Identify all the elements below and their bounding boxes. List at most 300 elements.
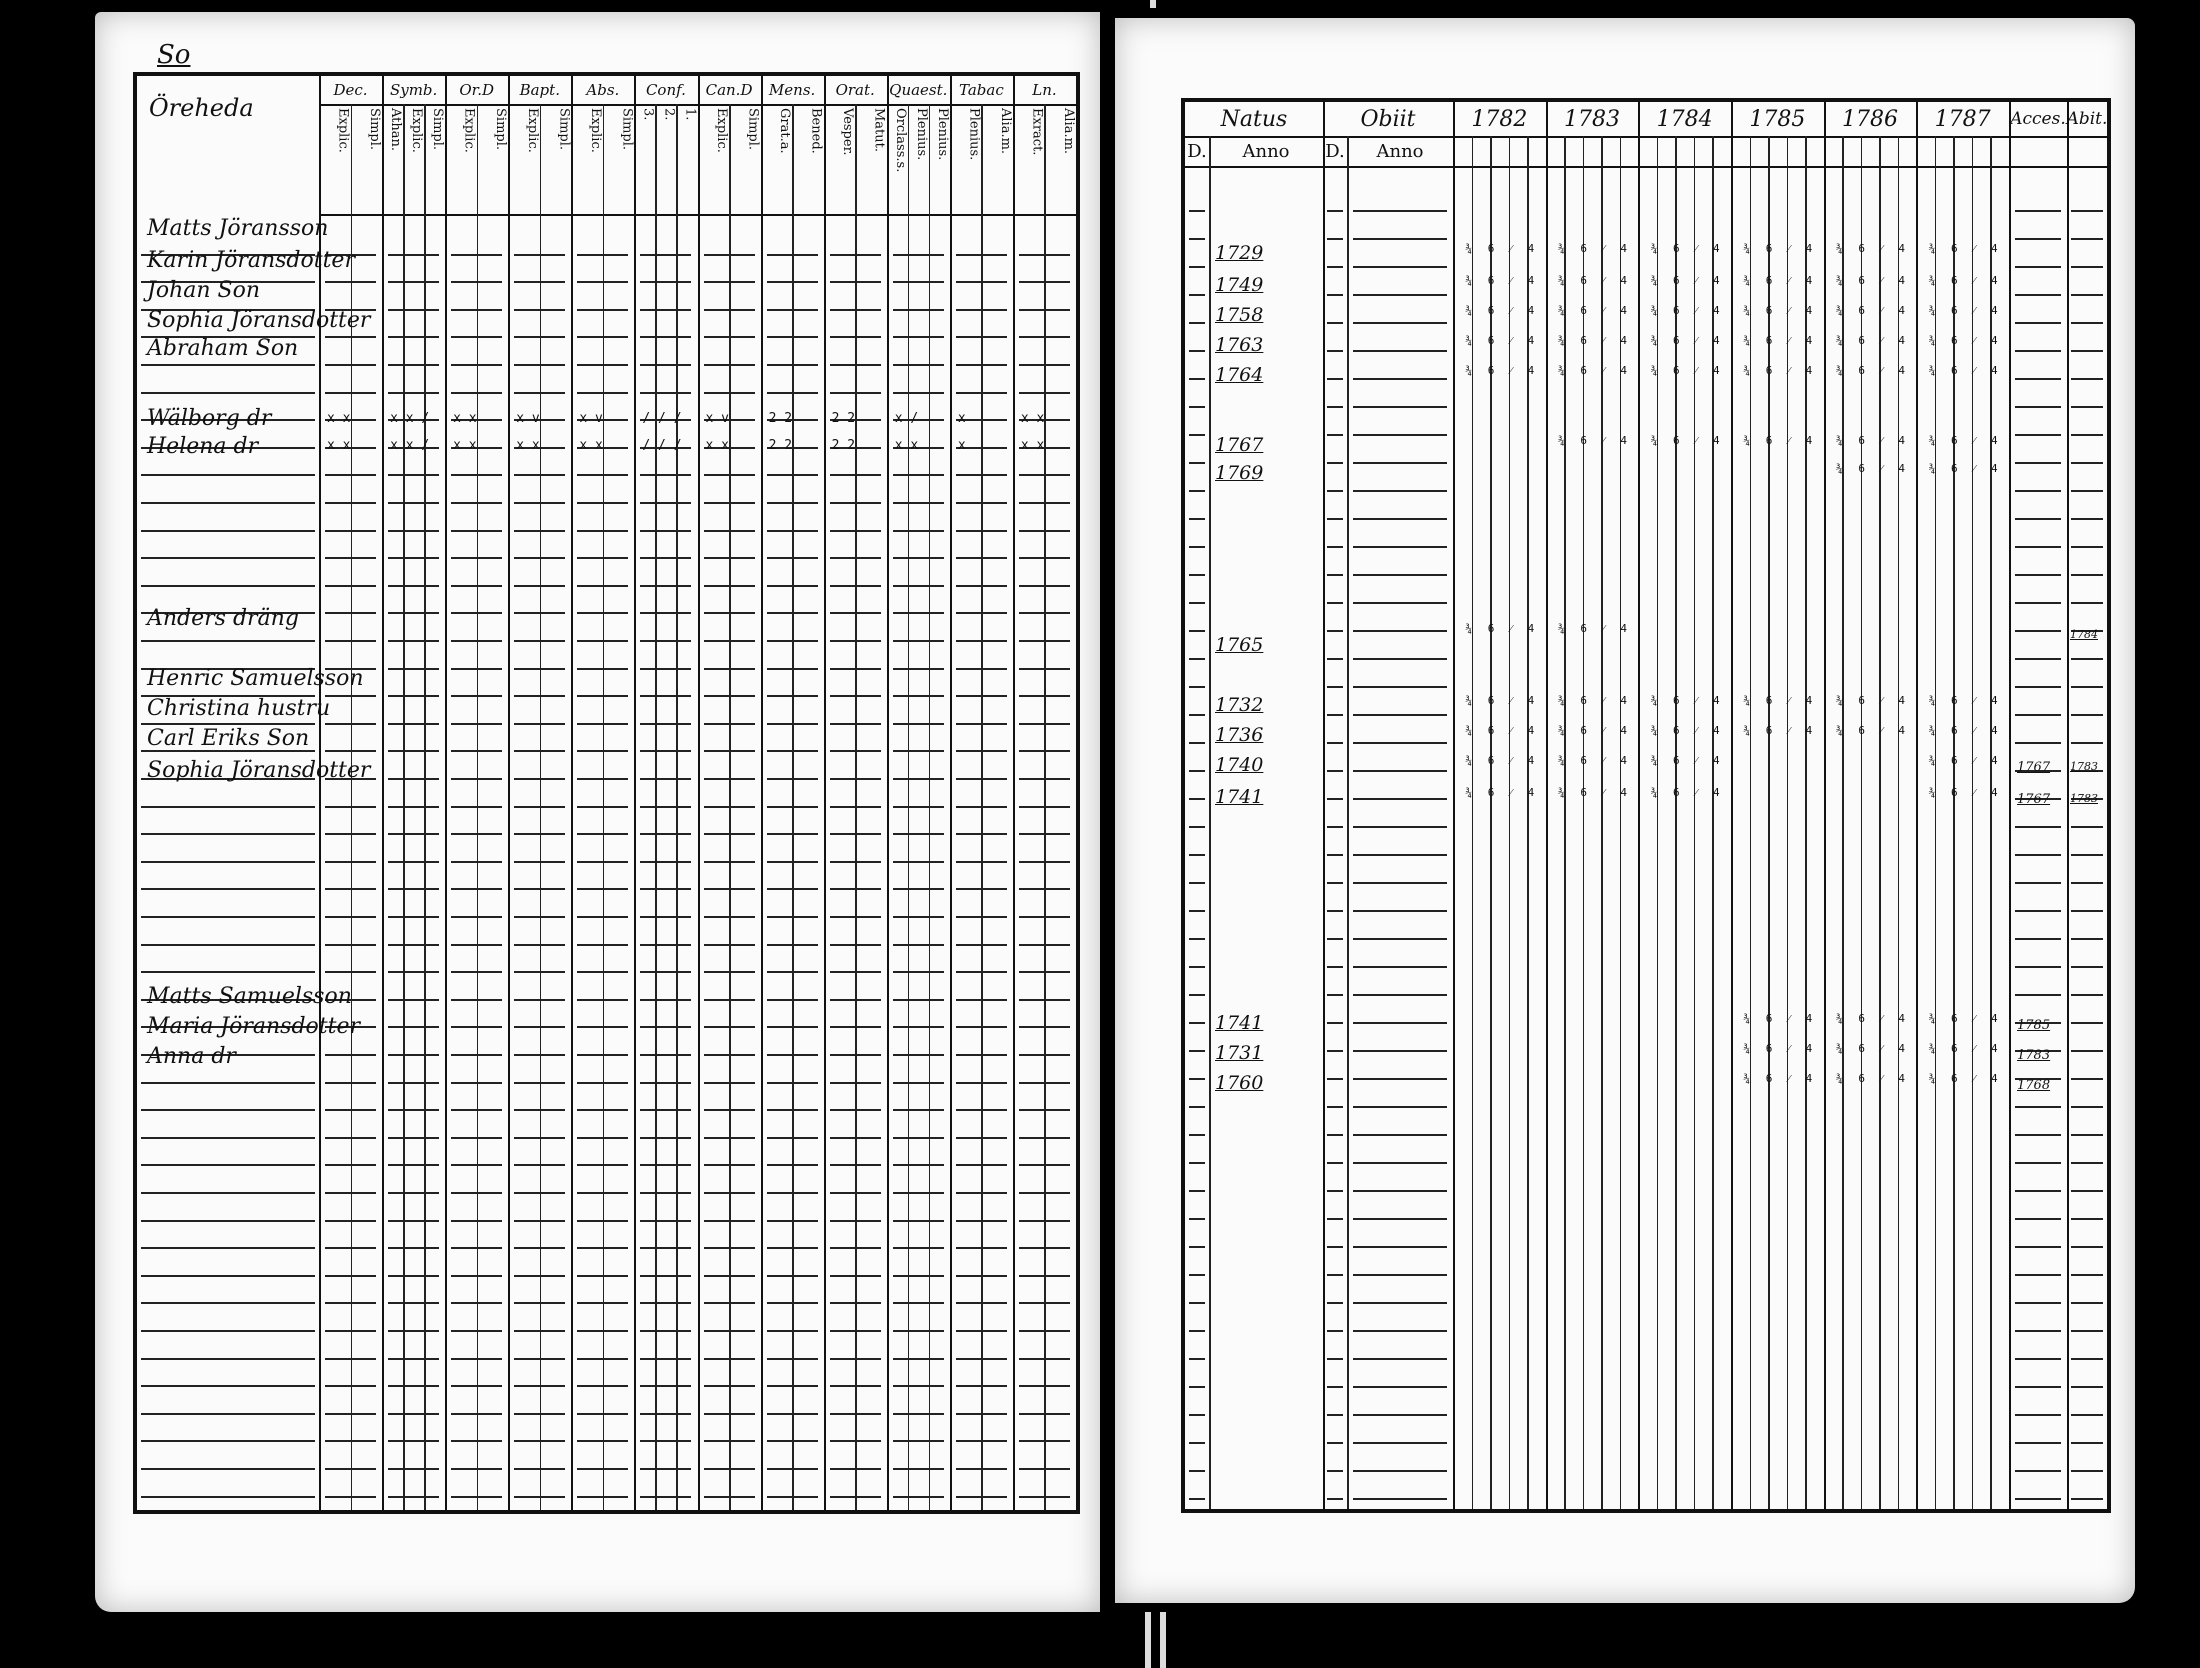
row-line: [141, 502, 315, 504]
row-line: [2015, 1414, 2061, 1416]
row-line: [830, 750, 881, 752]
row-line: [388, 336, 439, 338]
row-line: [640, 1275, 691, 1277]
row-line: [1327, 1442, 1343, 1444]
row-line: [325, 916, 376, 918]
row-line: [141, 1413, 315, 1415]
column-divider: [1323, 102, 1325, 1509]
row-line: [1019, 999, 1070, 1001]
row-line: [1353, 1358, 1447, 1360]
row-line: [830, 557, 881, 559]
row-line: [325, 392, 376, 394]
row-line: [893, 806, 944, 808]
row-line: [2071, 1246, 2103, 1248]
row-line: [767, 309, 818, 311]
row-line: [325, 585, 376, 587]
row-line: [388, 1385, 439, 1387]
birth-year: 1769: [1215, 462, 1264, 484]
row-line: [1189, 826, 1205, 828]
row-line: [830, 1385, 881, 1387]
row-line: [1189, 1442, 1205, 1444]
row-line: [2015, 1162, 2061, 1164]
row-line: [514, 888, 565, 890]
row-line: [388, 1302, 439, 1304]
row-line: [767, 778, 818, 780]
row-line: [2071, 1330, 2103, 1332]
row-line: [640, 1220, 691, 1222]
row-line: [2071, 1386, 2103, 1388]
row-line: [1019, 916, 1070, 918]
right-page: [1115, 18, 2135, 1603]
row-line: [767, 502, 818, 504]
name-column-divider: [319, 76, 321, 1510]
column-head: Quaest.: [889, 81, 948, 99]
row-line: [577, 1413, 628, 1415]
row-line: [767, 1468, 818, 1470]
row-line: [640, 668, 691, 670]
row-line: [2015, 574, 2061, 576]
row-line: [893, 640, 944, 642]
row-line: [767, 1192, 818, 1194]
row-line: [325, 474, 376, 476]
row-line: [2071, 1162, 2103, 1164]
exam-score-marks: ¾ 6 ⁄ 4: [1650, 274, 1719, 287]
row-line: [1189, 1358, 1205, 1360]
row-line: [325, 833, 376, 835]
exam-score-marks: ¾ 6 ⁄ 4: [1743, 242, 1812, 255]
row-line: [141, 1358, 315, 1360]
birth-year: 1765: [1215, 634, 1264, 656]
exam-score-marks: ¾ 6 ⁄ 4: [1743, 1012, 1812, 1025]
row-line: [830, 778, 881, 780]
row-line: [1189, 854, 1205, 856]
row-line: [388, 640, 439, 642]
test-mark: x x: [516, 438, 540, 453]
row-line: [325, 612, 376, 614]
year-header: 1784: [1656, 106, 1713, 132]
row-line: [577, 668, 628, 670]
row-line: [451, 1054, 502, 1056]
row-line: [830, 1164, 881, 1166]
row-line: [388, 1468, 439, 1470]
row-line: [514, 778, 565, 780]
exam-score-marks: ¾ 6 ⁄ 4: [1650, 364, 1719, 377]
row-line: [1019, 1220, 1070, 1222]
test-mark: 2 2: [831, 438, 856, 453]
row-line: [893, 1054, 944, 1056]
row-line: [514, 668, 565, 670]
left-header-label: Öreheda: [149, 94, 254, 122]
row-line: [1189, 574, 1205, 576]
row-line: [767, 640, 818, 642]
row-line: [640, 750, 691, 752]
row-line: [1353, 1330, 1447, 1332]
row-line: [830, 309, 881, 311]
test-mark: x x: [1020, 438, 1045, 453]
row-line: [956, 254, 1007, 256]
row-line: [2015, 1302, 2061, 1304]
exam-score-marks: ¾ 6 ⁄ 4: [1928, 694, 1997, 707]
row-line: [1019, 723, 1070, 725]
row-line: [577, 502, 628, 504]
row-line: [767, 1358, 818, 1360]
row-line: [2071, 966, 2103, 968]
exam-score-marks: ¾ 6 ⁄ 4: [1465, 242, 1534, 255]
row-line: [325, 806, 376, 808]
row-line: [1327, 266, 1343, 268]
row-line: [1019, 668, 1070, 670]
row-line: [893, 557, 944, 559]
row-line: [893, 502, 944, 504]
row-line: [640, 695, 691, 697]
row-line: [830, 1468, 881, 1470]
birth-year: 1731: [1215, 1042, 1264, 1064]
row-line: [893, 971, 944, 973]
row-line: [1019, 695, 1070, 697]
row-line: [1189, 518, 1205, 520]
row-line: [956, 1496, 1007, 1498]
row-line: [1189, 1330, 1205, 1332]
column-divider: [571, 76, 573, 1510]
row-line: [514, 1275, 565, 1277]
row-line: [451, 612, 502, 614]
exam-score-marks: ¾ 6 ⁄ 4: [1836, 364, 1904, 377]
row-line: [893, 612, 944, 614]
row-line: [451, 392, 502, 394]
row-line: [830, 1220, 881, 1222]
row-line: [577, 1330, 628, 1332]
row-line: [2071, 574, 2103, 576]
row-line: [830, 1109, 881, 1111]
row-line: [388, 1192, 439, 1194]
accession-year: 1767: [2017, 760, 2051, 775]
row-line: [1327, 434, 1343, 436]
row-line: [640, 254, 691, 256]
exam-score-marks: ¾ 6 ⁄ 4: [1836, 434, 1904, 447]
row-line: [2071, 938, 2103, 940]
column-subhead: Plenius.: [966, 108, 982, 161]
row-line: [1019, 1385, 1070, 1387]
row-line: [1327, 1358, 1343, 1360]
row-line: [1189, 602, 1205, 604]
row-line: [2015, 658, 2061, 660]
row-line: [893, 833, 944, 835]
row-line: [2015, 1358, 2061, 1360]
row-line: [514, 474, 565, 476]
row-line: [704, 1082, 755, 1084]
exam-score-marks: ¾ 6 ⁄ 4: [1743, 724, 1812, 737]
row-line: [2071, 1498, 2103, 1500]
row-line: [451, 1358, 502, 1360]
row-line: [2071, 322, 2103, 324]
row-line: [451, 1164, 502, 1166]
row-line: [577, 1275, 628, 1277]
row-line: [1019, 1302, 1070, 1304]
row-line: [514, 1496, 565, 1498]
row-line: [2071, 1022, 2103, 1024]
test-mark: 2 2: [831, 411, 856, 426]
exam-score-marks: ¾ 6 ⁄ 4: [1558, 724, 1626, 737]
row-line: [1189, 434, 1205, 436]
row-line: [141, 916, 315, 918]
row-line: [1327, 1274, 1343, 1276]
row-line: [767, 999, 818, 1001]
exam-score-marks: ¾ 6 ⁄ 4: [1558, 304, 1626, 317]
year-header: 1787: [1934, 106, 1991, 132]
column-subhead: Explic.: [524, 108, 540, 153]
row-line: [514, 281, 565, 283]
row-line: [704, 1468, 755, 1470]
row-line: [640, 309, 691, 311]
row-line: [2015, 378, 2061, 380]
row-line: [451, 254, 502, 256]
row-line: [577, 971, 628, 973]
row-line: [2071, 1078, 2103, 1080]
row-line: [956, 1109, 1007, 1111]
row-line: [514, 1192, 565, 1194]
row-line: [956, 668, 1007, 670]
row-line: [577, 723, 628, 725]
row-line: [451, 888, 502, 890]
row-line: [325, 1082, 376, 1084]
column-head: Symb.: [389, 81, 438, 99]
row-line: [1353, 238, 1447, 240]
row-line: [956, 1026, 1007, 1028]
row-line: [893, 1137, 944, 1139]
row-line: [1327, 658, 1343, 660]
row-line: [767, 530, 818, 532]
row-line: [388, 861, 439, 863]
exam-score-marks: ¾ 6 ⁄ 4: [1836, 462, 1904, 475]
row-line: [1189, 378, 1205, 380]
row-line: [1189, 1050, 1205, 1052]
register-name: Carl Eriks Son: [147, 726, 310, 751]
test-mark: x x: [1020, 411, 1045, 426]
column-subhead: Bened.: [808, 108, 824, 154]
row-line: [640, 778, 691, 780]
row-line: [704, 999, 755, 1001]
row-line: [830, 336, 881, 338]
exam-score-marks: ¾ 6 ⁄ 4: [1465, 694, 1534, 707]
row-line: [1327, 1050, 1343, 1052]
row-line: [767, 336, 818, 338]
row-line: [830, 833, 881, 835]
row-line: [514, 309, 565, 311]
row-line: [1019, 861, 1070, 863]
row-line: [704, 1054, 755, 1056]
year-divider: [1546, 102, 1548, 1509]
row-line: [388, 944, 439, 946]
register-name: Maria Jöransdotter: [147, 1014, 361, 1039]
row-line: [325, 888, 376, 890]
abit-year: 1783: [2070, 760, 2098, 773]
exam-score-marks: ¾ 6 ⁄ 4: [1928, 364, 1997, 377]
row-line: [1327, 210, 1343, 212]
row-line: [451, 1496, 502, 1498]
row-line: [2015, 462, 2061, 464]
row-line: [451, 1468, 502, 1470]
row-line: [704, 309, 755, 311]
row-line: [451, 1082, 502, 1084]
row-line: [956, 612, 1007, 614]
test-mark: x v: [705, 411, 729, 426]
row-line: [830, 1026, 881, 1028]
column-head: Mens.: [768, 81, 816, 99]
row-line: [893, 1302, 944, 1304]
row-line: [640, 944, 691, 946]
row-line: [893, 861, 944, 863]
row-line: [2015, 826, 2061, 828]
row-line: [325, 723, 376, 725]
row-line: [141, 640, 315, 642]
row-line: [2071, 266, 2103, 268]
test-mark: x: [957, 438, 966, 453]
row-line: [577, 474, 628, 476]
test-mark: x /: [894, 411, 919, 426]
row-line: [1189, 1022, 1205, 1024]
row-line: [2015, 518, 2061, 520]
row-line: [1189, 966, 1205, 968]
row-line: [704, 668, 755, 670]
row-line: [704, 1302, 755, 1304]
row-line: [830, 999, 881, 1001]
exam-score-marks: ¾ 6 ⁄ 4: [1558, 334, 1626, 347]
row-line: [1327, 1190, 1343, 1192]
row-line: [1327, 1386, 1343, 1388]
column-subhead: Explic.: [409, 108, 425, 153]
row-line: [451, 336, 502, 338]
row-line: [1189, 1386, 1205, 1388]
row-line: [893, 474, 944, 476]
row-line: [704, 695, 755, 697]
row-line: [1019, 309, 1070, 311]
row-line: [2015, 238, 2061, 240]
column-divider: [698, 76, 700, 1510]
birth-year: 1741: [1215, 786, 1264, 808]
row-line: [141, 1082, 315, 1084]
row-line: [1019, 1468, 1070, 1470]
row-line: [514, 1082, 565, 1084]
row-line: [388, 916, 439, 918]
row-line: [767, 1164, 818, 1166]
row-line: [830, 612, 881, 614]
row-line: [640, 1054, 691, 1056]
row-line: [388, 612, 439, 614]
row-line: [1327, 882, 1343, 884]
row-line: [577, 999, 628, 1001]
register-name: Matts Samuelsson: [147, 984, 352, 1009]
row-line: [1327, 938, 1343, 940]
column-divider: [761, 76, 763, 1510]
row-line: [514, 364, 565, 366]
row-line: [577, 1109, 628, 1111]
row-line: [1327, 1106, 1343, 1108]
row-line: [1189, 910, 1205, 912]
row-line: [2015, 1274, 2061, 1276]
row-line: [830, 1275, 881, 1277]
row-line: [451, 1247, 502, 1249]
row-line: [514, 392, 565, 394]
row-line: [577, 750, 628, 752]
test-mark: x x: [453, 411, 477, 426]
row-line: [388, 585, 439, 587]
test-mark: x v: [579, 411, 603, 426]
row-line: [577, 392, 628, 394]
row-line: [451, 1275, 502, 1277]
row-line: [1353, 406, 1447, 408]
row-line: [767, 723, 818, 725]
test-mark: x x: [453, 438, 477, 453]
exam-score-marks: ¾ 6 ⁄ 4: [1743, 274, 1812, 287]
row-line: [704, 971, 755, 973]
row-line: [1353, 826, 1447, 828]
row-line: [451, 1302, 502, 1304]
row-line: [141, 1440, 315, 1442]
row-line: [1019, 1109, 1070, 1111]
row-line: [1019, 1275, 1070, 1277]
row-line: [830, 1054, 881, 1056]
row-line: [1353, 686, 1447, 688]
row-line: [388, 971, 439, 973]
row-line: [704, 1413, 755, 1415]
column-divider: [445, 76, 447, 1510]
row-line: [1189, 686, 1205, 688]
row-line: [1327, 378, 1343, 380]
row-line: [514, 1026, 565, 1028]
row-line: [577, 309, 628, 311]
row-line: [451, 364, 502, 366]
row-line: [2015, 434, 2061, 436]
row-line: [704, 364, 755, 366]
row-line: [1189, 546, 1205, 548]
row-line: [325, 1385, 376, 1387]
row-line: [2015, 742, 2061, 744]
row-line: [1189, 1470, 1205, 1472]
exam-score-marks: ¾ 6 ⁄ 4: [1650, 786, 1719, 799]
row-line: [1019, 806, 1070, 808]
column-subhead: Athan.: [388, 108, 404, 152]
row-line: [388, 1275, 439, 1277]
row-line: [325, 695, 376, 697]
row-line: [704, 916, 755, 918]
row-line: [1189, 294, 1205, 296]
row-line: [704, 888, 755, 890]
row-line: [704, 254, 755, 256]
row-line: [893, 1330, 944, 1332]
row-line: [830, 1192, 881, 1194]
row-line: [1353, 882, 1447, 884]
row-line: [1019, 971, 1070, 973]
row-line: [2015, 1498, 2061, 1500]
row-line: [514, 1220, 565, 1222]
row-line: [956, 640, 1007, 642]
row-line: [1019, 502, 1070, 504]
test-mark: x x: [579, 438, 603, 453]
row-line: [2071, 406, 2103, 408]
row-line: [767, 1054, 818, 1056]
row-line: [1189, 658, 1205, 660]
row-line: [514, 612, 565, 614]
row-line: [2071, 910, 2103, 912]
exam-score-marks: ¾ 6 ⁄ 4: [1558, 786, 1626, 799]
row-line: [514, 1413, 565, 1415]
row-line: [640, 364, 691, 366]
exam-score-marks: ¾ 6 ⁄ 4: [1743, 1042, 1812, 1055]
year-divider: [1638, 102, 1640, 1509]
row-line: [141, 806, 315, 808]
row-line: [1327, 1162, 1343, 1164]
test-mark: x x /: [390, 438, 430, 453]
